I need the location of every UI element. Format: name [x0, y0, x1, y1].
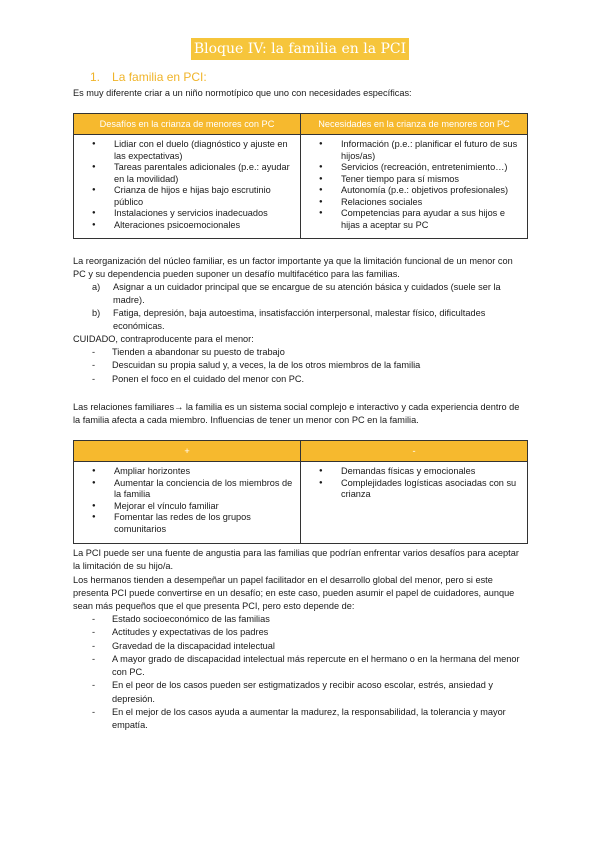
table1-challenges-cell — [74, 135, 301, 239]
table1-needs-cell — [301, 135, 528, 239]
list-item: ● Servicios (recreación, entretenimiento…) — [341, 162, 521, 174]
section-number: 1. — [90, 70, 101, 84]
list-item: ● Fomentar las redes de los grupos comunitarios — [114, 512, 294, 535]
list-item: - A mayor grado de discapacidad intelectual más repercute en el hermano o en la hermana del menor con PC. — [92, 653, 532, 680]
list-item: ● Tener tiempo para sí mismos — [341, 174, 521, 186]
list-item: - En el mejor de los casos ayuda a aumentar la madurez, la responsabilidad, la tolerancia y mayor empatía. — [92, 706, 532, 733]
anguish-paragraph: La PCI puede ser una fuente de angustia para las familias que podrían enfrentar varios desafíos para aceptar la limitación de su hijo/a. — [73, 548, 519, 571]
list-item-text: Fatiga, depresión, baja autoestima, insatisfacción interpersonal, malestar físico, dificultades económicas. — [113, 308, 486, 331]
table2-positive-cell — [74, 462, 301, 544]
list-item: - Estado socioeconómico de las familias — [92, 613, 532, 626]
list-item: ● Complejidades logísticas asociadas con su crianza — [341, 478, 521, 501]
list-item: ● Autonomía (p.e.: objetivos profesionales) — [341, 185, 521, 197]
list-item: - Descuidan su propia salud y, a veces, la de los otros miembros de la familia — [92, 359, 532, 372]
challenges-list — [78, 139, 294, 231]
title-wrap — [0, 38, 600, 60]
needs-list — [305, 139, 521, 231]
list-marker: b) — [92, 308, 101, 318]
list-item: - Tienden a abandonar su puesto de trabajo — [92, 346, 532, 359]
challenges-needs-table — [73, 113, 528, 239]
table2-negative-cell — [301, 462, 528, 544]
list-item — [92, 307, 528, 333]
list-item: ● Instalaciones y servicios inadecuados — [114, 208, 294, 220]
page-title: Bloque IV: la familia en la PCI — [191, 38, 409, 60]
table1-header-challenges: Desafíos en la crianza de menores con PC — [74, 114, 301, 135]
caution-heading: CUIDADO, contraproducente para el menor: — [73, 334, 254, 344]
table1-header-needs: Necesidades en la crianza de menores con PC — [301, 114, 528, 135]
caution-list — [92, 346, 532, 386]
list-item: ● Ampliar horizontes — [114, 466, 294, 478]
section-title: La familia en PCI: — [112, 70, 207, 84]
table2-header-positive: + — [74, 441, 301, 462]
list-item: - Gravedad de la discapacidad intelectual — [92, 640, 532, 653]
table2-header-negative: - — [301, 441, 528, 462]
list-item: - Ponen el foco en el cuidado del menor con PC. — [92, 373, 532, 386]
list-item: ● Mejorar el vínculo familiar — [114, 501, 294, 513]
siblings-list — [92, 613, 532, 733]
relations-paragraph: Las relaciones familiares→ la familia es un sistema social complejo e interactivo y cada experiencia dentro de la familia afecta a cada miembro. Influencias de tener un menor con PC en la familia. — [73, 402, 520, 425]
intro-paragraph: Es muy diferente criar a un niño normotípico que uno con necesidades específicas: — [73, 88, 412, 98]
list-item: ● Información (p.e.: planificar el futuro de sus hijos/as) — [341, 139, 521, 162]
section-heading — [90, 70, 207, 84]
siblings-paragraph: Los hermanos tienden a desempeñar un papel facilitador en el desarrollo global del menor, pero si este presenta PCI puede convertirse en un desafío; en este caso, pueden asumir el papel de cuidadores, aunque sean más pequeños que el que presenta PCI, pero esto depende de: — [73, 575, 515, 611]
list-item: - Actitudes y expectativas de los padres — [92, 626, 532, 639]
list-item: ● Crianza de hijos e hijas bajo escrutinio público — [114, 185, 294, 208]
positive-list — [78, 466, 294, 535]
list-item: ● Alteraciones psicoemocionales — [114, 220, 294, 232]
list-item: - En el peor de los casos pueden ser estigmatizados y recibir acoso escolar, estrés, ansiedad y depresión. — [92, 679, 532, 706]
list-item-text: Asignar a un cuidador principal que se encargue de su atención básica y cuidados (suele ser la madre). — [113, 282, 501, 305]
reorganization-list — [92, 281, 528, 333]
list-item: ● Demandas físicas y emocionales — [341, 466, 521, 478]
negative-list — [305, 466, 521, 501]
list-item: ● Lidiar con el duelo (diagnóstico y ajuste en las expectativas) — [114, 139, 294, 162]
list-item: ● Aumentar la conciencia de los miembros de la familia — [114, 478, 294, 501]
reorganization-paragraph: La reorganización del núcleo familiar, es un factor importante ya que la limitación funcional de un menor con PC y su dependencia pueden suponer un desafío multifacético para las familias. — [73, 256, 513, 279]
list-item: ● Tareas parentales adicionales (p.e.: ayudar en la movilidad) — [114, 162, 294, 185]
list-item: ● Competencias para ayudar a sus hijos e hijas a aceptar su PC — [341, 208, 521, 231]
list-item — [92, 281, 528, 307]
list-marker: a) — [92, 282, 101, 292]
influences-table — [73, 440, 528, 544]
list-item: ● Relaciones sociales — [341, 197, 521, 209]
